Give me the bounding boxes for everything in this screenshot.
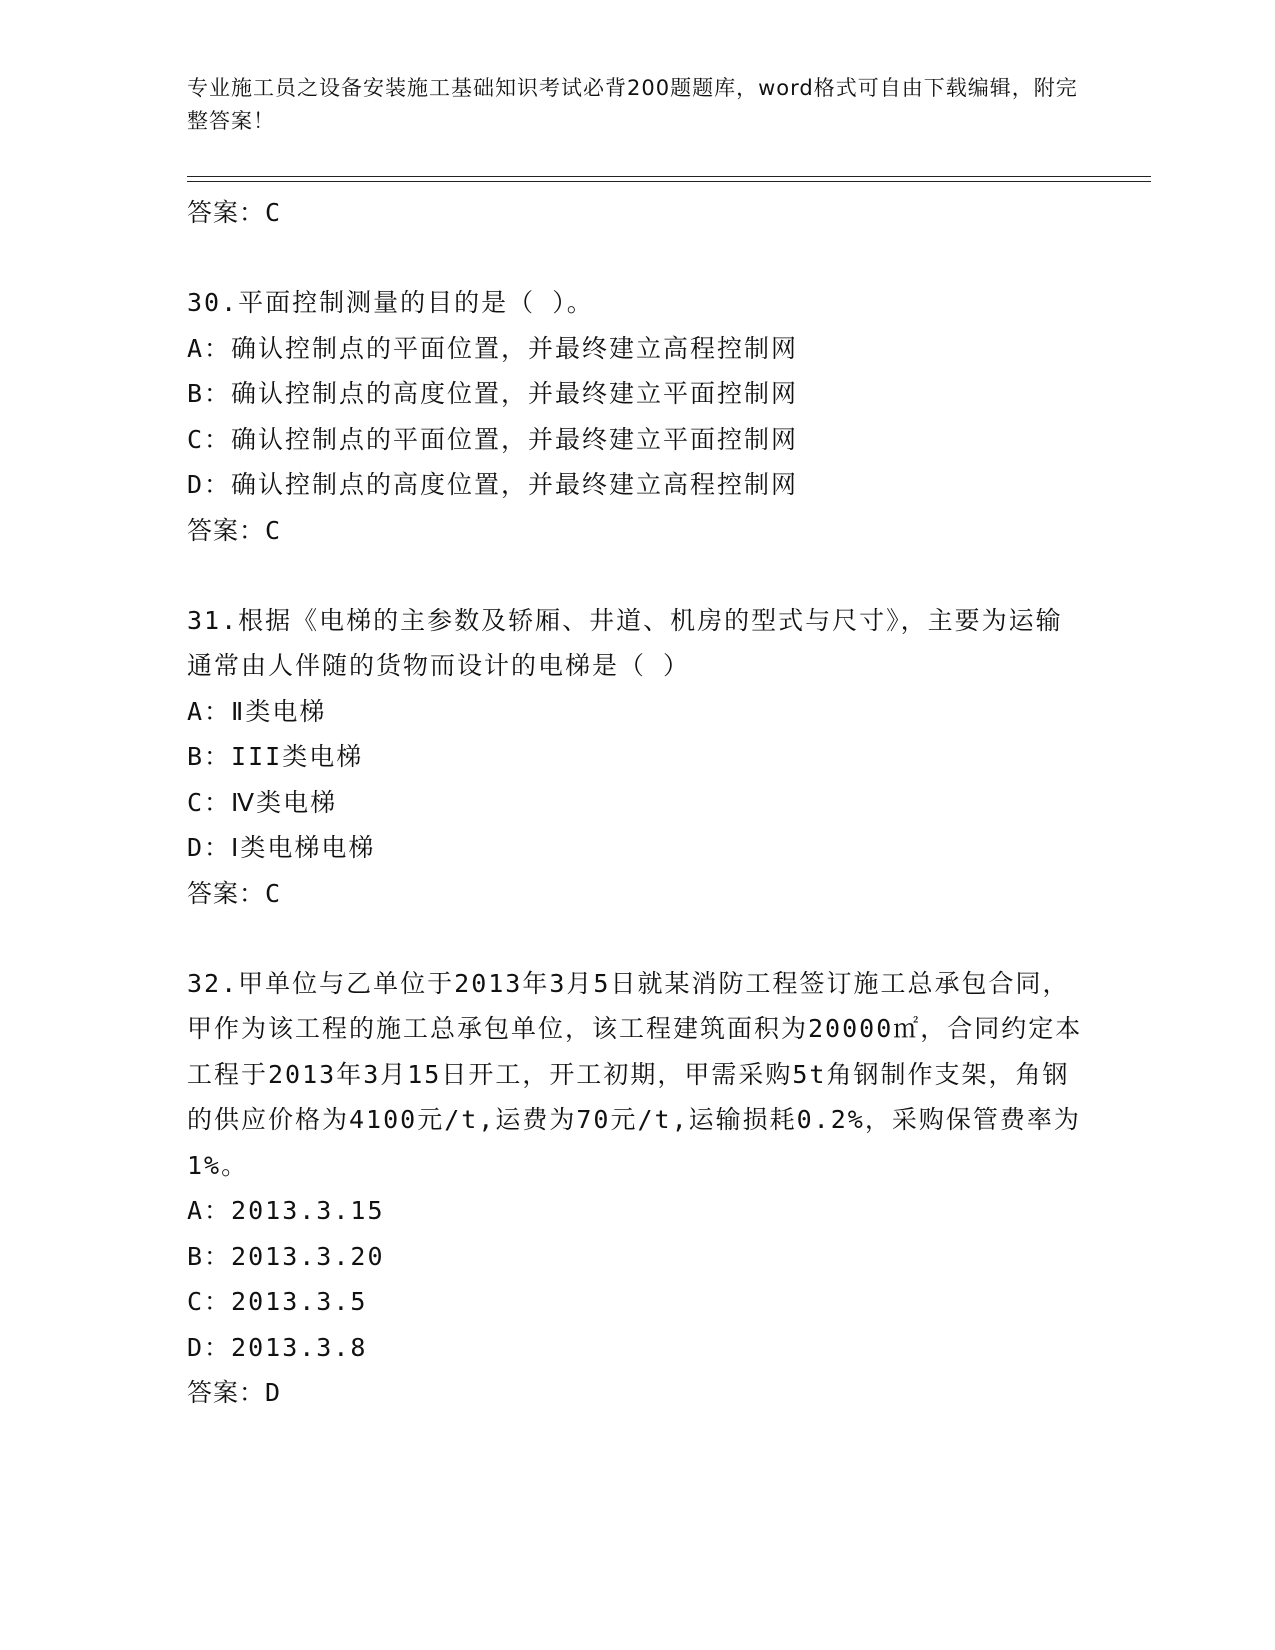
- answer-line: [187, 871, 1087, 916]
- option-c: C：Ⅳ类电梯: [187, 787, 338, 817]
- option-a: A：2013.3.15: [187, 1196, 385, 1225]
- option-b: B：III类电梯: [187, 742, 364, 771]
- option-d: D：2013.3.8: [187, 1332, 368, 1362]
- header-divider-top: [187, 176, 1151, 177]
- option-a: A：Ⅱ类电梯: [187, 696, 327, 726]
- answer-value: C: [265, 515, 282, 545]
- option-c: C：确认控制点的平面位置，并最终建立平面控制网: [187, 424, 799, 454]
- answer-label: 答案：: [187, 878, 266, 908]
- option-c: C：2013.3.5: [187, 1287, 368, 1316]
- header-divider-bottom: [187, 181, 1151, 182]
- question-list: [187, 190, 1087, 1415]
- question-stem: 30.平面控制测量的目的是（ ）。: [187, 288, 594, 317]
- answer-line: [187, 190, 1087, 235]
- question-stem: 31.根据《电梯的主参数及轿厢、井道、机房的型式与尺寸》，主要为运输通常由人伴随的货物而设计的电梯是（ ）: [187, 605, 1063, 680]
- answer-label: 答案：: [187, 198, 266, 227]
- answer-label: 答案：: [187, 515, 266, 545]
- answer-label: 答案：: [187, 1378, 266, 1407]
- question-stem: 32.甲单位与乙单位于2013年3月5日就某消防工程签订施工总承包合同，甲作为该工程的施工总承包单位，该工程建筑面积为20000㎡，合同约定本工程于2013年3月15日开工，开工初期，甲需采购5t角钢制作支架，角钢的供应价格为4100元/t,运费为70元/t,运输损耗0.2%，采购保管费率为1%。: [187, 968, 1083, 1180]
- option-d: D：Ⅰ类电梯电梯: [187, 833, 376, 862]
- option-a: A：确认控制点的平面位置，并最终建立高程控制网: [187, 333, 799, 363]
- document-header: 专业施工员之设备安装施工基础知识考试必背200题题库，word格式可自由下载编辑，附完整答案！: [187, 76, 1078, 133]
- option-b: B：2013.3.20: [187, 1241, 385, 1271]
- question-31: [187, 598, 1087, 916]
- option-b: B：确认控制点的高度位置，并最终建立平面控制网: [187, 379, 799, 408]
- answer-value: C: [265, 198, 282, 227]
- answer-value: D: [265, 1378, 282, 1407]
- answer-value: C: [265, 878, 282, 908]
- question-32: [187, 961, 1087, 1416]
- option-d: D：确认控制点的高度位置，并最终建立高程控制网: [187, 470, 799, 499]
- answer-line: [187, 1370, 1087, 1415]
- answer-line: [187, 508, 1087, 553]
- question-30: [187, 280, 1087, 553]
